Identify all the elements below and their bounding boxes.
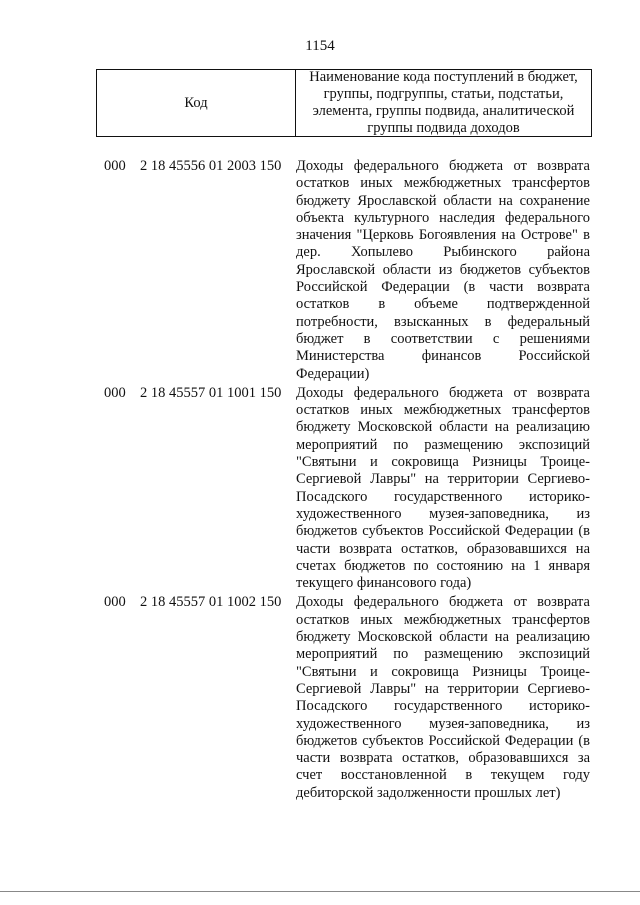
- row-income-code: 2 18 45556 01 2003 150: [140, 158, 282, 174]
- table-row: [104, 594, 590, 802]
- row-description: Доходы федерального бюджета от возврата остатков иных межбюджетных трансфертов бюджету Московской области на реализацию мероприятий по размещению экспозиций "Святыни и сокровища Ризницы Троице-Сергиевой Лавры" на территории Сергиево-Посадского государственного историко-художественного музея-заповедника, из бюджетов субъектов Российской Федерации (в части возврата остатков, образовавшихся на счетах бюджетов по состоянию на 1 января текущего финансового года): [296, 384, 590, 592]
- table-row: [104, 158, 590, 383]
- row-admin-code: 000: [104, 158, 126, 174]
- header-name-label: Наименование кода поступлений в бюджет, группы, подгруппы, статьи, подстатьи, элемента, группы подвида, аналитической группы подвида доходов: [309, 69, 578, 136]
- table-header: [96, 69, 592, 137]
- page-bottom-rule: [0, 891, 640, 892]
- row-description: Доходы федерального бюджета от возврата остатков иных межбюджетных трансфертов бюджету Ярославской области на сохранение объекта культурного наследия федерального значения "Церковь Богоявления на Острове" в дер. Хопылево Рыбинского района Ярославской области из бюджетов субъектов Российской Федерации (в части возврата остатков в объеме подтвержденной потребности, взысканных в федеральный бюджет в соответствии с решениями Министерства финансов Российской Федерации): [296, 158, 590, 382]
- row-admin-code: 000: [104, 594, 126, 611]
- page-number: 1154: [305, 38, 335, 54]
- table-body: [104, 158, 590, 802]
- row-income-code: 2 18 45557 01 1002 150: [140, 594, 282, 611]
- row-description: Доходы федерального бюджета от возврата остатков иных межбюджетных трансфертов бюджету Московской области на реализацию мероприятий по размещению экспозиций "Святыни и сокровища Ризницы Троице-Сергиевой Лавры" на территории Сергиево-Посадского государственного историко-художественного музея-заповедника, из бюджетов субъектов Российской Федерации (в части возврата остатков, образовавшихся за счет восстановленной в текущем году дебиторской задолженности прошлых лет): [296, 594, 590, 801]
- row-income-code: 2 18 45557 01 1001 150: [140, 384, 282, 401]
- table-row: [104, 385, 590, 593]
- header-code-label: Код: [97, 70, 296, 136]
- row-admin-code: 000: [104, 384, 126, 401]
